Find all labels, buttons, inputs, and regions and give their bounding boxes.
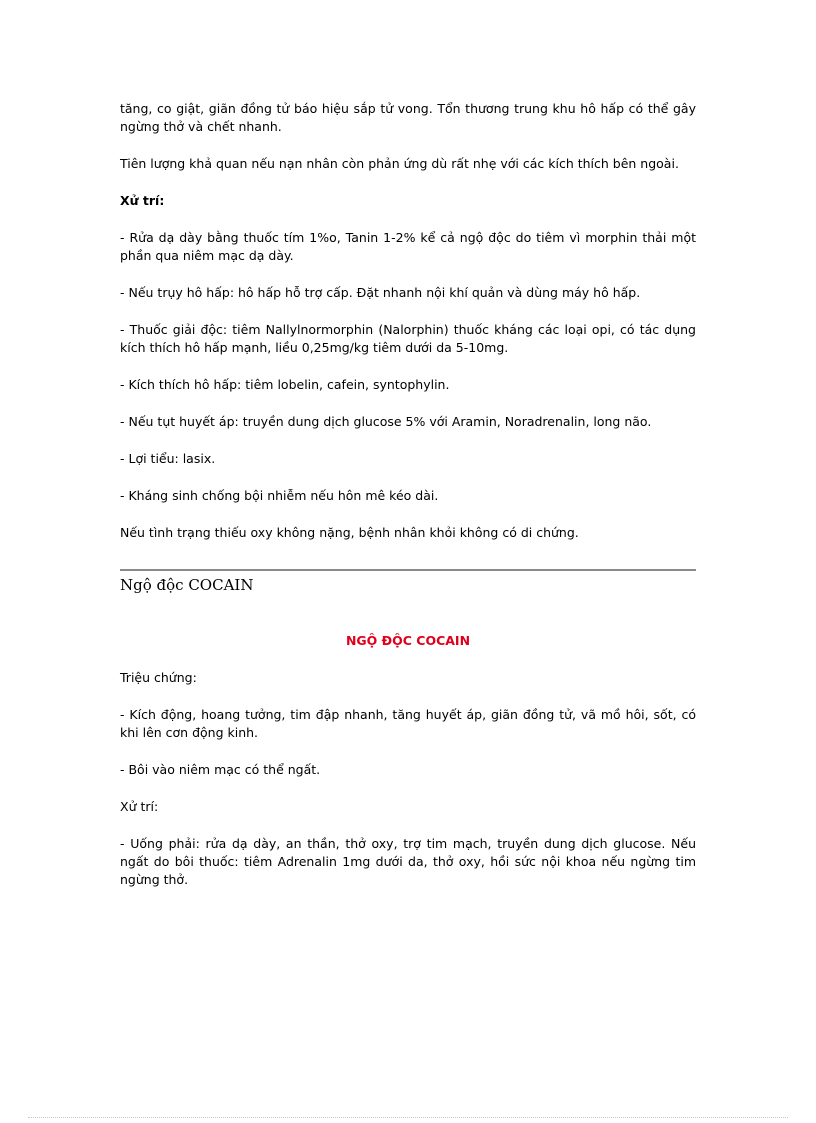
closing-paragraph: Nếu tình trạng thiếu oxy không nặng, bệnh nhân khỏi không có di chứng. [120,525,579,540]
cocaine-treatment: - Uống phải: rửa dạ dày, an thần, thở oxy, trợ tim mạch, truyền dung dịch glucose. Nếu ngất do bôi thuốc: tiêm Adrenalin 1mg dưới da, thở oxy, hồi sức nội khoa nếu ngừng tim ngừng thở. [120,836,696,887]
treatment-item: - Nếu trụy hô hấp: hô hấp hỗ trợ cấp. Đặt nhanh nội khí quản và dùng máy hô hấp. [120,285,641,300]
symptom-item: - Kích động, hoang tưởng, tim đập nhanh, tăng huyết áp, giãn đồng tử, vã mồ hôi, sốt, có khi lên cơn động kinh. [120,707,696,740]
treatment-item: - Nếu tụt huyết áp: truyền dung dịch glucose 5% với Aramin, Noradrenalin, long não. [120,414,652,429]
treatment-item: - Kích thích hô hấp: tiêm lobelin, cafein, syntophylin. [120,377,450,392]
treatment-item: - Rửa dạ dày bằng thuốc tím 1%o, Tanin 1-2% kể cả ngộ độc do tiêm vì morphin thải một phần qua niêm mạc dạ dày. [120,230,696,263]
treatment-item: - Lợi tiểu: lasix. [120,451,216,466]
treatment-heading: Xử trí: [120,193,165,208]
document-body [120,100,696,908]
cocaine-treatment-label: Xử trí: [120,799,159,814]
symptom-item: - Bôi vào niêm mạc có thể ngất. [120,762,321,777]
symptoms-label: Triệu chứng: [120,670,197,685]
section-title: Ngộ độc COCAIN [120,576,254,594]
cocaine-heading: NGỘ ĐỘC COCAIN [345,633,471,648]
treatment-item: - Thuốc giải độc: tiêm Nallylnormorphin (Nalorphin) thuốc kháng các loại opi, có tác dụng kích thích hô hấp mạnh, liều 0,25mg/kg tiêm dưới da 5-10mg. [120,322,696,355]
paragraph-prognosis: Tiên lượng khả quan nếu nạn nhân còn phản ứng dù rất nhẹ với các kích thích bên ngoài. [120,156,679,171]
page-bottom-border [28,1117,788,1118]
section-divider [120,569,696,571]
paragraph-prognosis-intro: tăng, co giật, giãn đồng tử báo hiệu sắp tử vong. Tổn thương trung khu hô hấp có thể gây ngừng thở và chết nhanh. [120,101,696,134]
treatment-item: - Kháng sinh chống bội nhiễm nếu hôn mê kéo dài. [120,488,439,503]
